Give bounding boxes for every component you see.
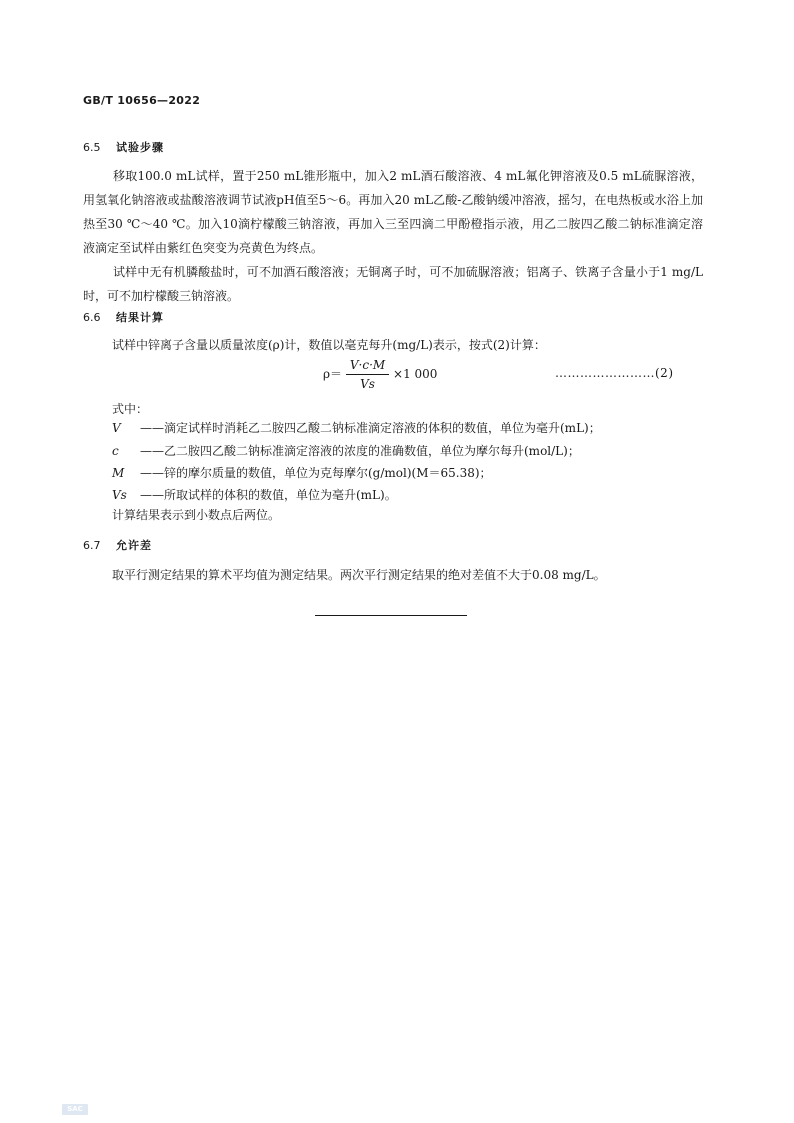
formula-fraction bbox=[346, 358, 389, 391]
formula-numerator: V·c·M bbox=[346, 358, 389, 375]
var-symbol: V bbox=[112, 421, 121, 435]
var-line-V bbox=[112, 418, 601, 438]
formula-lhs: ρ＝ bbox=[323, 367, 343, 381]
calc-intro: 试样中锌离子含量以质量浓度(ρ)计，数值以毫克每升(mg/L)表示，按式(2)计算： bbox=[112, 338, 546, 352]
section-body-6-5 bbox=[83, 164, 703, 308]
formula-2 bbox=[323, 358, 437, 391]
section-heading-6-6 bbox=[83, 309, 164, 325]
where-label: 式中： bbox=[112, 402, 149, 416]
end-rule bbox=[315, 615, 467, 616]
var-line-M bbox=[112, 463, 492, 483]
formula-factor: ×1 000 bbox=[393, 367, 438, 381]
var-line-c bbox=[112, 441, 580, 461]
section-heading-6-7 bbox=[83, 537, 152, 553]
var-desc: ——滴定试样时消耗乙二胺四乙酸二钠标准滴定溶液的体积的数值，单位为毫升(mL)； bbox=[140, 421, 601, 435]
var-desc: ——所取试样的体积的数值，单位为毫升(mL)。 bbox=[140, 488, 397, 502]
section-number: 6.5 bbox=[83, 141, 101, 154]
paragraph-procedure: 移取100.0 mL试样，置于250 mL锥形瓶中，加入2 mL酒石酸溶液、4 mL氟化钾溶液及0.5 mL硫脲溶液，用氢氧化钠溶液或盐酸溶液调节试液pH值至5～6。再加入20 mL乙酸-乙酸钠缓冲溶液，摇匀，在电热板或水浴上加热至30 ℃～40 ℃。加入10滴柠檬酸三钠溶液，再加入三至四滴二甲酚橙指示液，用乙二胺四乙酸二钠标准滴定溶液滴定至试样由紫红色突变为亮黄色为终点。 bbox=[83, 169, 703, 255]
var-desc: ——锌的摩尔质量的数值，单位为克每摩尔(g/mol)(M＝65.38)； bbox=[140, 466, 492, 480]
var-symbol: M bbox=[112, 466, 125, 480]
eq-number: (2) bbox=[655, 366, 674, 380]
sac-logo: SAC bbox=[62, 1104, 88, 1115]
equation-number bbox=[555, 366, 674, 380]
tolerance-text: 取平行测定结果的算术平均值为测定结果。两次平行测定结果的绝对差值不大于0.08 mg/L。 bbox=[112, 568, 606, 582]
formula-denominator: Vs bbox=[360, 377, 375, 391]
paragraph-notes: 试样中无有机膦酸盐时，可不加酒石酸溶液；无铜离子时，可不加硫脲溶液；铝离子、铁离子含量小于1 mg/L时，可不加柠檬酸三钠溶液。 bbox=[83, 265, 703, 303]
leader-dots: …………………… bbox=[555, 366, 655, 380]
section-heading-6-5 bbox=[83, 139, 164, 155]
var-symbol: c bbox=[112, 444, 119, 458]
var-line-Vs bbox=[112, 485, 397, 505]
section-title: 结果计算 bbox=[116, 311, 164, 324]
section-title: 允许差 bbox=[116, 539, 152, 552]
standard-number: GB/T 10656—2022 bbox=[83, 94, 201, 107]
section-number: 6.6 bbox=[83, 311, 101, 324]
section-number: 6.7 bbox=[83, 539, 101, 552]
var-desc: ——乙二胺四乙酸二钠标准滴定溶液的浓度的准确数值，单位为摩尔每升(mol/L)； bbox=[140, 444, 580, 458]
rounding-note: 计算结果表示到小数点后两位。 bbox=[112, 508, 281, 522]
var-symbol: Vs bbox=[112, 488, 127, 502]
section-title: 试验步骤 bbox=[116, 141, 164, 154]
